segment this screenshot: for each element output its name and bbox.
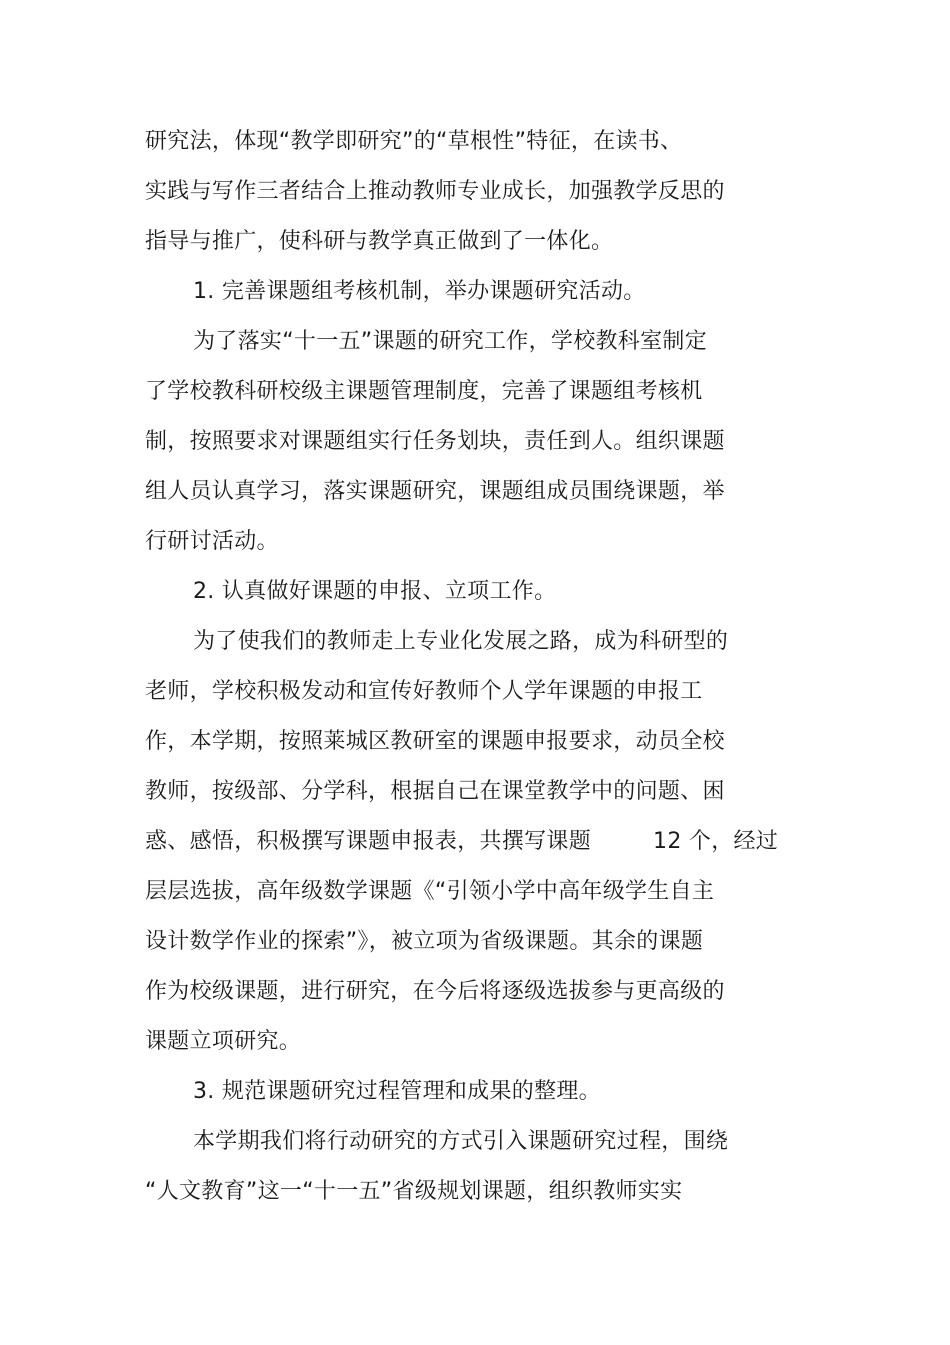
paragraph-line: 指导与推广，使科研与教学真正做到了一体化。 [145,229,614,254]
paragraph-line [145,827,778,857]
paragraph-line: 课题立项研究。 [145,1029,302,1054]
paragraph-line: 教师，按级部、分学科，根据自己在课堂教学中的问题、困 [145,779,725,804]
paragraph-line: 行研讨活动。 [145,529,279,554]
paragraph-line: 设计数学作业的探索”》，被立项为省级课题。其余的课题 [145,929,704,954]
paragraph-line: 本学期我们将行动研究的方式引入课题研究过程，围绕 [193,1129,729,1154]
paragraph-line: 为了落实“十一五”课题的研究工作，学校教科室制定 [193,329,707,354]
section-heading: 3. 规范课题研究过程管理和成果的整理。 [193,1079,601,1104]
paragraph-line: 为了使我们的教师走上专业化发展之路，成为科研型的 [193,629,729,654]
paragraph-line: 层层选拔，高年级数学课题《“引领小学中高年级学生自主 [145,879,715,904]
paragraph-line: “人文教育”这一“十一五”省级规划课题，组织教师实实 [145,1179,683,1204]
paragraph-line: 作为校级课题，进行研究，在今后将逐级选拔参与更高级的 [145,979,725,1004]
section-heading: 2. 认真做好课题的申报、立项工作。 [193,579,557,604]
paragraph-line: 了学校教科研校级主课题管理制度，完善了课题组考核机 [145,379,703,404]
line-segment: 12 个，经过 [653,829,779,854]
paragraph-line: 制，按照要求对课题组实行任务划块，责任到人。组织课题 [145,429,725,454]
line-segment: 惑、感悟，积极撰写课题申报表，共撰写课题 [145,829,592,854]
paragraph-line: 作，本学期，按照莱城区教研室的课题申报要求，动员全校 [145,729,725,754]
paragraph-line: 组人员认真学习，落实课题研究，课题组成员围绕课题，举 [145,479,725,504]
paragraph-line: 研究法，体现“教学即研究”的“草根性”特征，在读书、 [145,129,683,154]
section-heading: 1. 完善课题组考核机制，举办课题研究活动。 [193,279,646,304]
paragraph-line: 老师，学校积极发动和宣传好教师个人学年课题的申报工 [145,679,703,704]
paragraph-line: 实践与写作三者结合上推动教师专业成长，加强教学反思的 [145,179,725,204]
